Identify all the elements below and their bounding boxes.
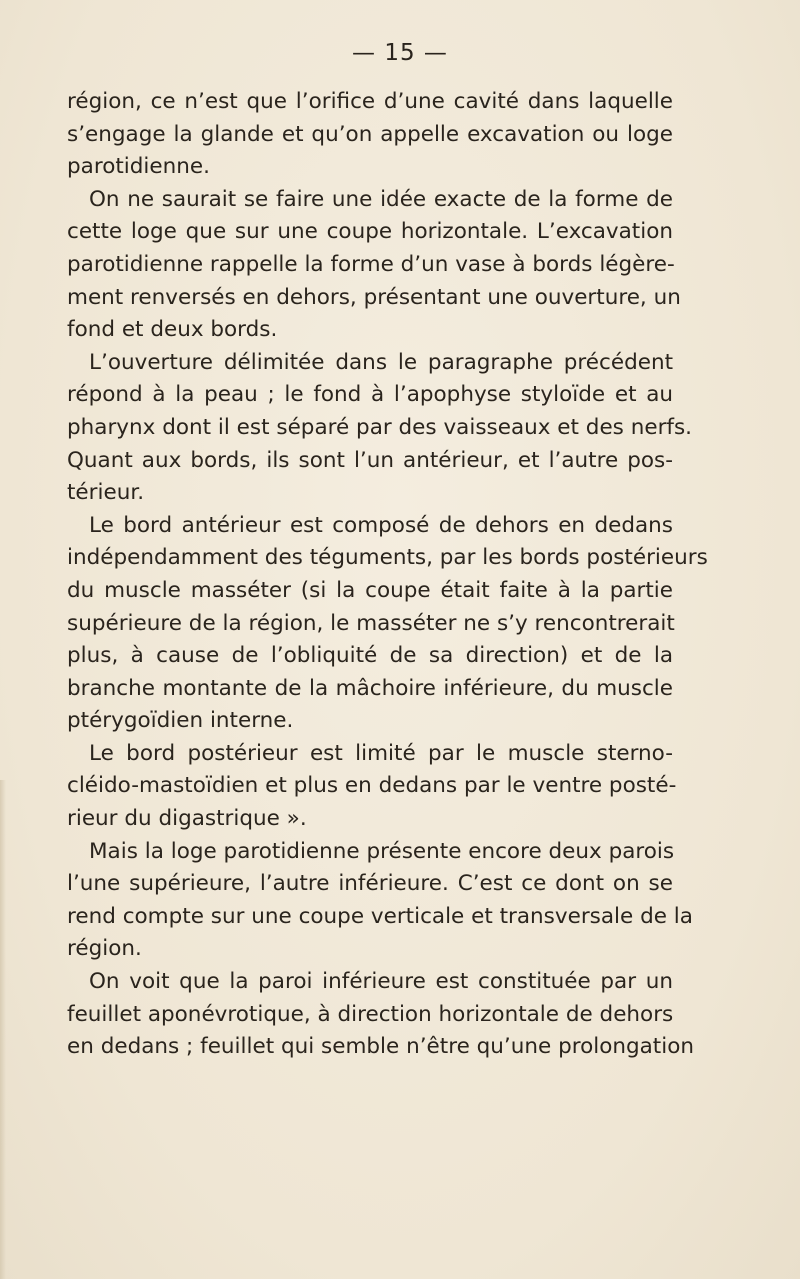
text-line: rend compte sur une coupe verticale et transversale de la xyxy=(67,903,693,929)
text-line: du muscle masséter (si la coupe était faite à la partie xyxy=(67,577,673,603)
text-line: L’ouverture délimitée dans le paragraphe précédent xyxy=(89,349,673,375)
body-text xyxy=(67,86,708,1064)
text-line: en dedans ; feuillet qui semble n’être qu’une prolongation xyxy=(67,1034,694,1060)
text-line: indépendamment des téguments, par les bords postérieurs xyxy=(67,545,708,571)
paragraph-5 xyxy=(67,738,677,836)
text-line: Quant aux bords, ils sont l’un antérieur, et l’autre pos- xyxy=(67,447,673,473)
paragraph-1 xyxy=(67,86,673,184)
paragraph-7 xyxy=(67,966,694,1064)
text-line: pharynx dont il est séparé par des vaisseaux et des nerfs. xyxy=(67,414,693,440)
text-line: parotidienne. xyxy=(67,154,210,180)
text-line: On voit que la paroi inférieure est constituée par un xyxy=(89,969,673,995)
text-line: fond et deux bords. xyxy=(67,317,278,343)
text-line: plus, à cause de l’obliquité de sa direction) et de la xyxy=(67,643,673,669)
text-line: térieur. xyxy=(67,480,145,506)
text-line: s’engage la glande et qu’on appelle excavation ou loge xyxy=(67,121,673,147)
text-line: région, ce n’est que l’orifice d’une cavité dans laquelle xyxy=(67,89,673,114)
paragraph-6 xyxy=(67,836,693,966)
paragraph-3 xyxy=(67,347,693,510)
text-line: parotidienne rappelle la forme d’un vase à bords légère- xyxy=(67,251,675,277)
text-line: On ne saurait se faire une idée exacte de la forme de xyxy=(89,186,673,212)
text-line: supérieure de la région, le masséter ne s’y rencontrerait xyxy=(67,610,675,636)
text-line: ment renversés en dehors, présentant une ouverture, un xyxy=(67,284,681,310)
text-line: cette loge que sur une coupe horizontale. L’excavation xyxy=(67,219,673,245)
text-line: rieur du digastrique ». xyxy=(67,806,307,832)
paragraph-4 xyxy=(67,510,708,738)
text-line: l’une supérieure, l’autre inférieure. C’est ce dont on se xyxy=(67,871,673,897)
text-line: branche montante de la mâchoire inférieure, du muscle xyxy=(67,675,673,701)
text-line: Le bord postérieur est limité par le muscle sterno- xyxy=(89,740,673,766)
text-line: répond à la peau ; le fond à l’apophyse styloïde et au xyxy=(67,382,673,408)
page-number: — 15 — xyxy=(352,40,448,66)
text-line: ptérygoïdien interne. xyxy=(67,708,294,734)
text-line: région. xyxy=(67,936,142,962)
page-edge-shadow xyxy=(0,780,6,1279)
text-line: cléido-mastoïdien et plus en dedans par le ventre posté- xyxy=(67,773,677,799)
paragraph-2 xyxy=(67,184,681,347)
text-line: feuillet aponévrotique, à direction horizontale de dehors xyxy=(67,1001,674,1027)
text-line: Le bord antérieur est composé de dehors en dedans xyxy=(89,512,673,538)
text-line: Mais la loge parotidienne présente encore deux parois xyxy=(89,838,675,864)
